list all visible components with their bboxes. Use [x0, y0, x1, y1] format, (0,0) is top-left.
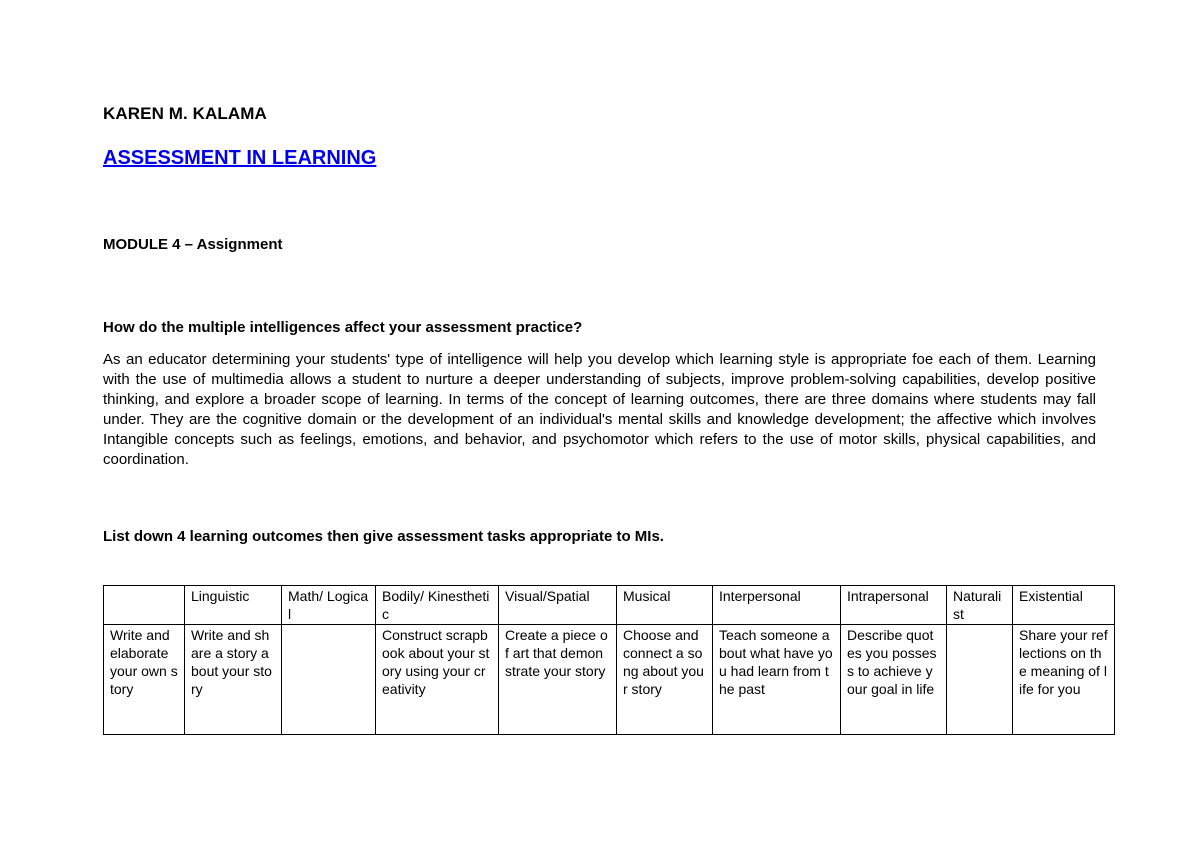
- document-title-link[interactable]: ASSESSMENT IN LEARNING: [103, 147, 377, 169]
- answer-paragraph: As an educator determining your students' type of intelligence will help you develop which learning style is appropriate foe each of them. Learning with the use of multimedia allows a student to nurture a deeper understanding of subjects, improve problem-solving capabilities, develop positive thinking, and explore a broader scope of learning. In terms of the concept of learning outcomes, there are three domains where students may fall under. They are the cognitive domain or the development of an individual's mental skills and knowledge development; the affective which involves Intangible concepts such as feelings, emotions, and behavior, and psychomotor which refers to the use of motor skills, physical capabilities, and coordination.: [103, 351, 1096, 468]
- header-cell-naturalist: Naturalist: [947, 586, 1013, 625]
- cell-interpersonal-task: Teach someone about what have you had learn from the past: [713, 624, 841, 734]
- cell-bodily-kinesthetic-task: Construct scrapbook about your story using your creativity: [376, 624, 499, 734]
- instruction-heading: List down 4 learning outcomes then give assessment tasks appropriate to MIs.: [103, 528, 664, 545]
- header-cell-existential: Existential: [1013, 586, 1115, 625]
- cell-visual-spatial-task: Create a piece of art that demonstrate your story: [499, 624, 617, 734]
- header-cell-interpersonal: Interpersonal: [713, 586, 841, 625]
- header-cell-visual-spatial: Visual/Spatial: [499, 586, 617, 625]
- cell-naturalist-task: [947, 624, 1013, 734]
- cell-existential-task: Share your reflections on the meaning of life for you: [1013, 624, 1115, 734]
- table-row: [104, 624, 1115, 734]
- module-heading: MODULE 4 – Assignment: [103, 236, 283, 253]
- author-name: KAREN M. KALAMA: [103, 104, 267, 123]
- header-cell-musical: Musical: [617, 586, 713, 625]
- cell-musical-task: Choose and connect a song about your story: [617, 624, 713, 734]
- cell-math-logical-task: [282, 624, 376, 734]
- header-cell-outcome: [104, 586, 185, 625]
- cell-learning-outcome: Write and elaborate your own story: [104, 624, 185, 734]
- cell-intrapersonal-task: Describe quotes you possess to achieve your goal in life: [841, 624, 947, 734]
- cell-linguistic-task: Write and share a story about your story: [185, 624, 282, 734]
- header-cell-math-logical: Math/ Logical: [282, 586, 376, 625]
- header-cell-intrapersonal: Intrapersonal: [841, 586, 947, 625]
- question-heading: How do the multiple intelligences affect your assessment practice?: [103, 319, 583, 336]
- table-header-row: [104, 586, 1115, 625]
- header-cell-bodily-kinesthetic: Bodily/ Kinesthetic: [376, 586, 499, 625]
- multiple-intelligences-table: [103, 585, 1115, 735]
- header-cell-linguistic: Linguistic: [185, 586, 282, 625]
